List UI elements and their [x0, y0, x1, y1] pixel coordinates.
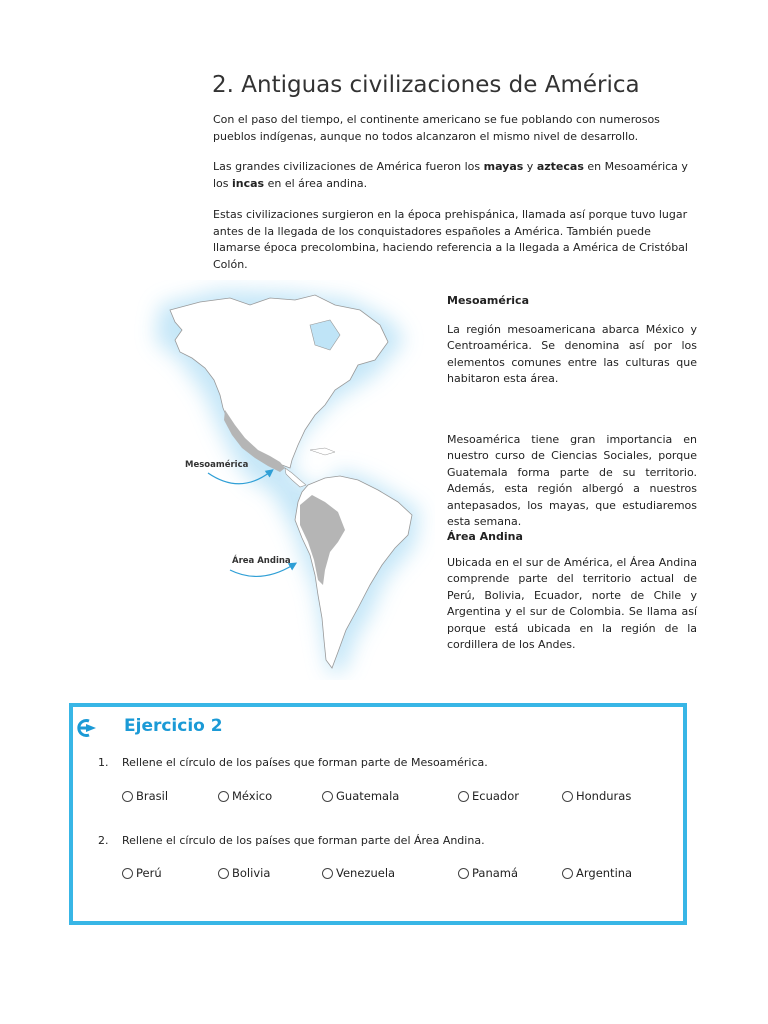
- radio-circle[interactable]: [458, 791, 469, 802]
- question-2-text: Rellene el círculo de los países que forman parte del Área Andina.: [122, 834, 485, 847]
- text: y: [523, 160, 537, 173]
- option-guatemala[interactable]: [322, 789, 399, 803]
- radio-circle[interactable]: [322, 868, 333, 879]
- radio-circle[interactable]: [562, 791, 573, 802]
- area-andina-paragraph: Ubicada en el sur de América, el Área Andina comprende parte del territorio actual de Perú, Bolivia, Ecuador, norte de Chile y Argentina y el sur de Colombia. Se llama así porque está ubicada en la región de la cordillera de los Andes.: [447, 556, 697, 652]
- option-label: Brasil: [136, 789, 169, 803]
- radio-circle[interactable]: [122, 791, 133, 802]
- radio-circle[interactable]: [122, 868, 133, 879]
- intro-paragraph-1: Con el paso del tiempo, el continente americano se fue poblando con numerosos pueblos indígenas, aunque no todos alcanzaron el mismo nivel de desarrollo.: [213, 113, 660, 143]
- text: en Mesoamérica y los: [213, 160, 688, 190]
- option-mexico[interactable]: [218, 789, 272, 803]
- option-label: Guatemala: [336, 789, 400, 803]
- aztecas-bold: aztecas: [536, 160, 584, 173]
- intro-paragraph-3: Estas civilizaciones surgieron en la época prehispánica, llamada así porque tuvo lugar antes de la llegada de los conquistadores españoles a América. También puede llamarse época precolombina, haciendo referencia a la llegada a América de Cristóbal Colón.: [213, 208, 688, 271]
- option-label: Argentina: [576, 866, 633, 880]
- caribbean-islands: [310, 448, 335, 455]
- map-label-area-andina: Área Andina: [232, 556, 291, 566]
- mesoamerica-heading: Mesoamérica: [447, 294, 529, 307]
- option-brasil[interactable]: [122, 789, 168, 803]
- option-ecuador[interactable]: [458, 789, 519, 803]
- question-1-number: 1.: [98, 756, 109, 769]
- option-honduras[interactable]: [562, 789, 631, 803]
- option-label: México: [232, 789, 273, 803]
- incas-bold: incas: [232, 176, 265, 190]
- question-2-options: [122, 866, 682, 884]
- radio-circle[interactable]: [218, 868, 229, 879]
- radio-circle[interactable]: [322, 791, 333, 802]
- option-bolivia[interactable]: [218, 866, 270, 880]
- option-label: Perú: [136, 866, 162, 880]
- option-label: Honduras: [576, 789, 632, 803]
- option-venezuela[interactable]: [322, 866, 395, 880]
- intro-paragraph-2: [213, 159, 698, 192]
- radio-circle[interactable]: [218, 791, 229, 802]
- option-label: Bolivia: [232, 866, 271, 880]
- map-label-mesoamerica: Mesoamérica: [185, 460, 249, 470]
- question-1-text: Rellene el círculo de los países que forman parte de Mesoamérica.: [122, 756, 488, 769]
- text: en el área andina.: [264, 176, 368, 190]
- radio-circle[interactable]: [562, 868, 573, 879]
- option-label: Ecuador: [472, 789, 519, 803]
- mayas-bold: mayas: [483, 160, 524, 173]
- question-1-options: [122, 789, 682, 807]
- option-argentina[interactable]: [562, 866, 632, 880]
- americas-map: [130, 280, 435, 680]
- question-2: [98, 834, 485, 847]
- mesoamerica-paragraph-1: La región mesoamericana abarca México y Centroamérica. Se denomina así por los elementos comunes entre las culturas que habitaron esta área.: [447, 323, 697, 386]
- mesoamerica-paragraph-2: Mesoamérica tiene gran importancia en nuestro curso de Ciencias Sociales, porque Guatemala forma parte de su territorio. Además, esta región albergó a nuestros antepasados, los mayas, que estudiaremos esta semana.: [447, 433, 697, 529]
- option-peru[interactable]: [122, 866, 162, 880]
- option-panama[interactable]: [458, 866, 518, 880]
- area-andina-heading: Área Andina: [447, 530, 523, 543]
- circled-arrow-icon: [76, 718, 98, 738]
- text: Las grandes civilizaciones de América fueron los: [213, 160, 484, 173]
- radio-circle[interactable]: [458, 868, 469, 879]
- question-1: [98, 756, 488, 769]
- exercise-box: [69, 703, 687, 925]
- area-andina-arrow: [230, 565, 293, 576]
- option-label: Panamá: [472, 866, 519, 880]
- page-title: 2. Antiguas civilizaciones de América: [212, 72, 640, 98]
- option-label: Venezuela: [336, 866, 396, 880]
- question-2-number: 2.: [98, 834, 109, 847]
- exercise-title: Ejercicio 2: [124, 716, 223, 736]
